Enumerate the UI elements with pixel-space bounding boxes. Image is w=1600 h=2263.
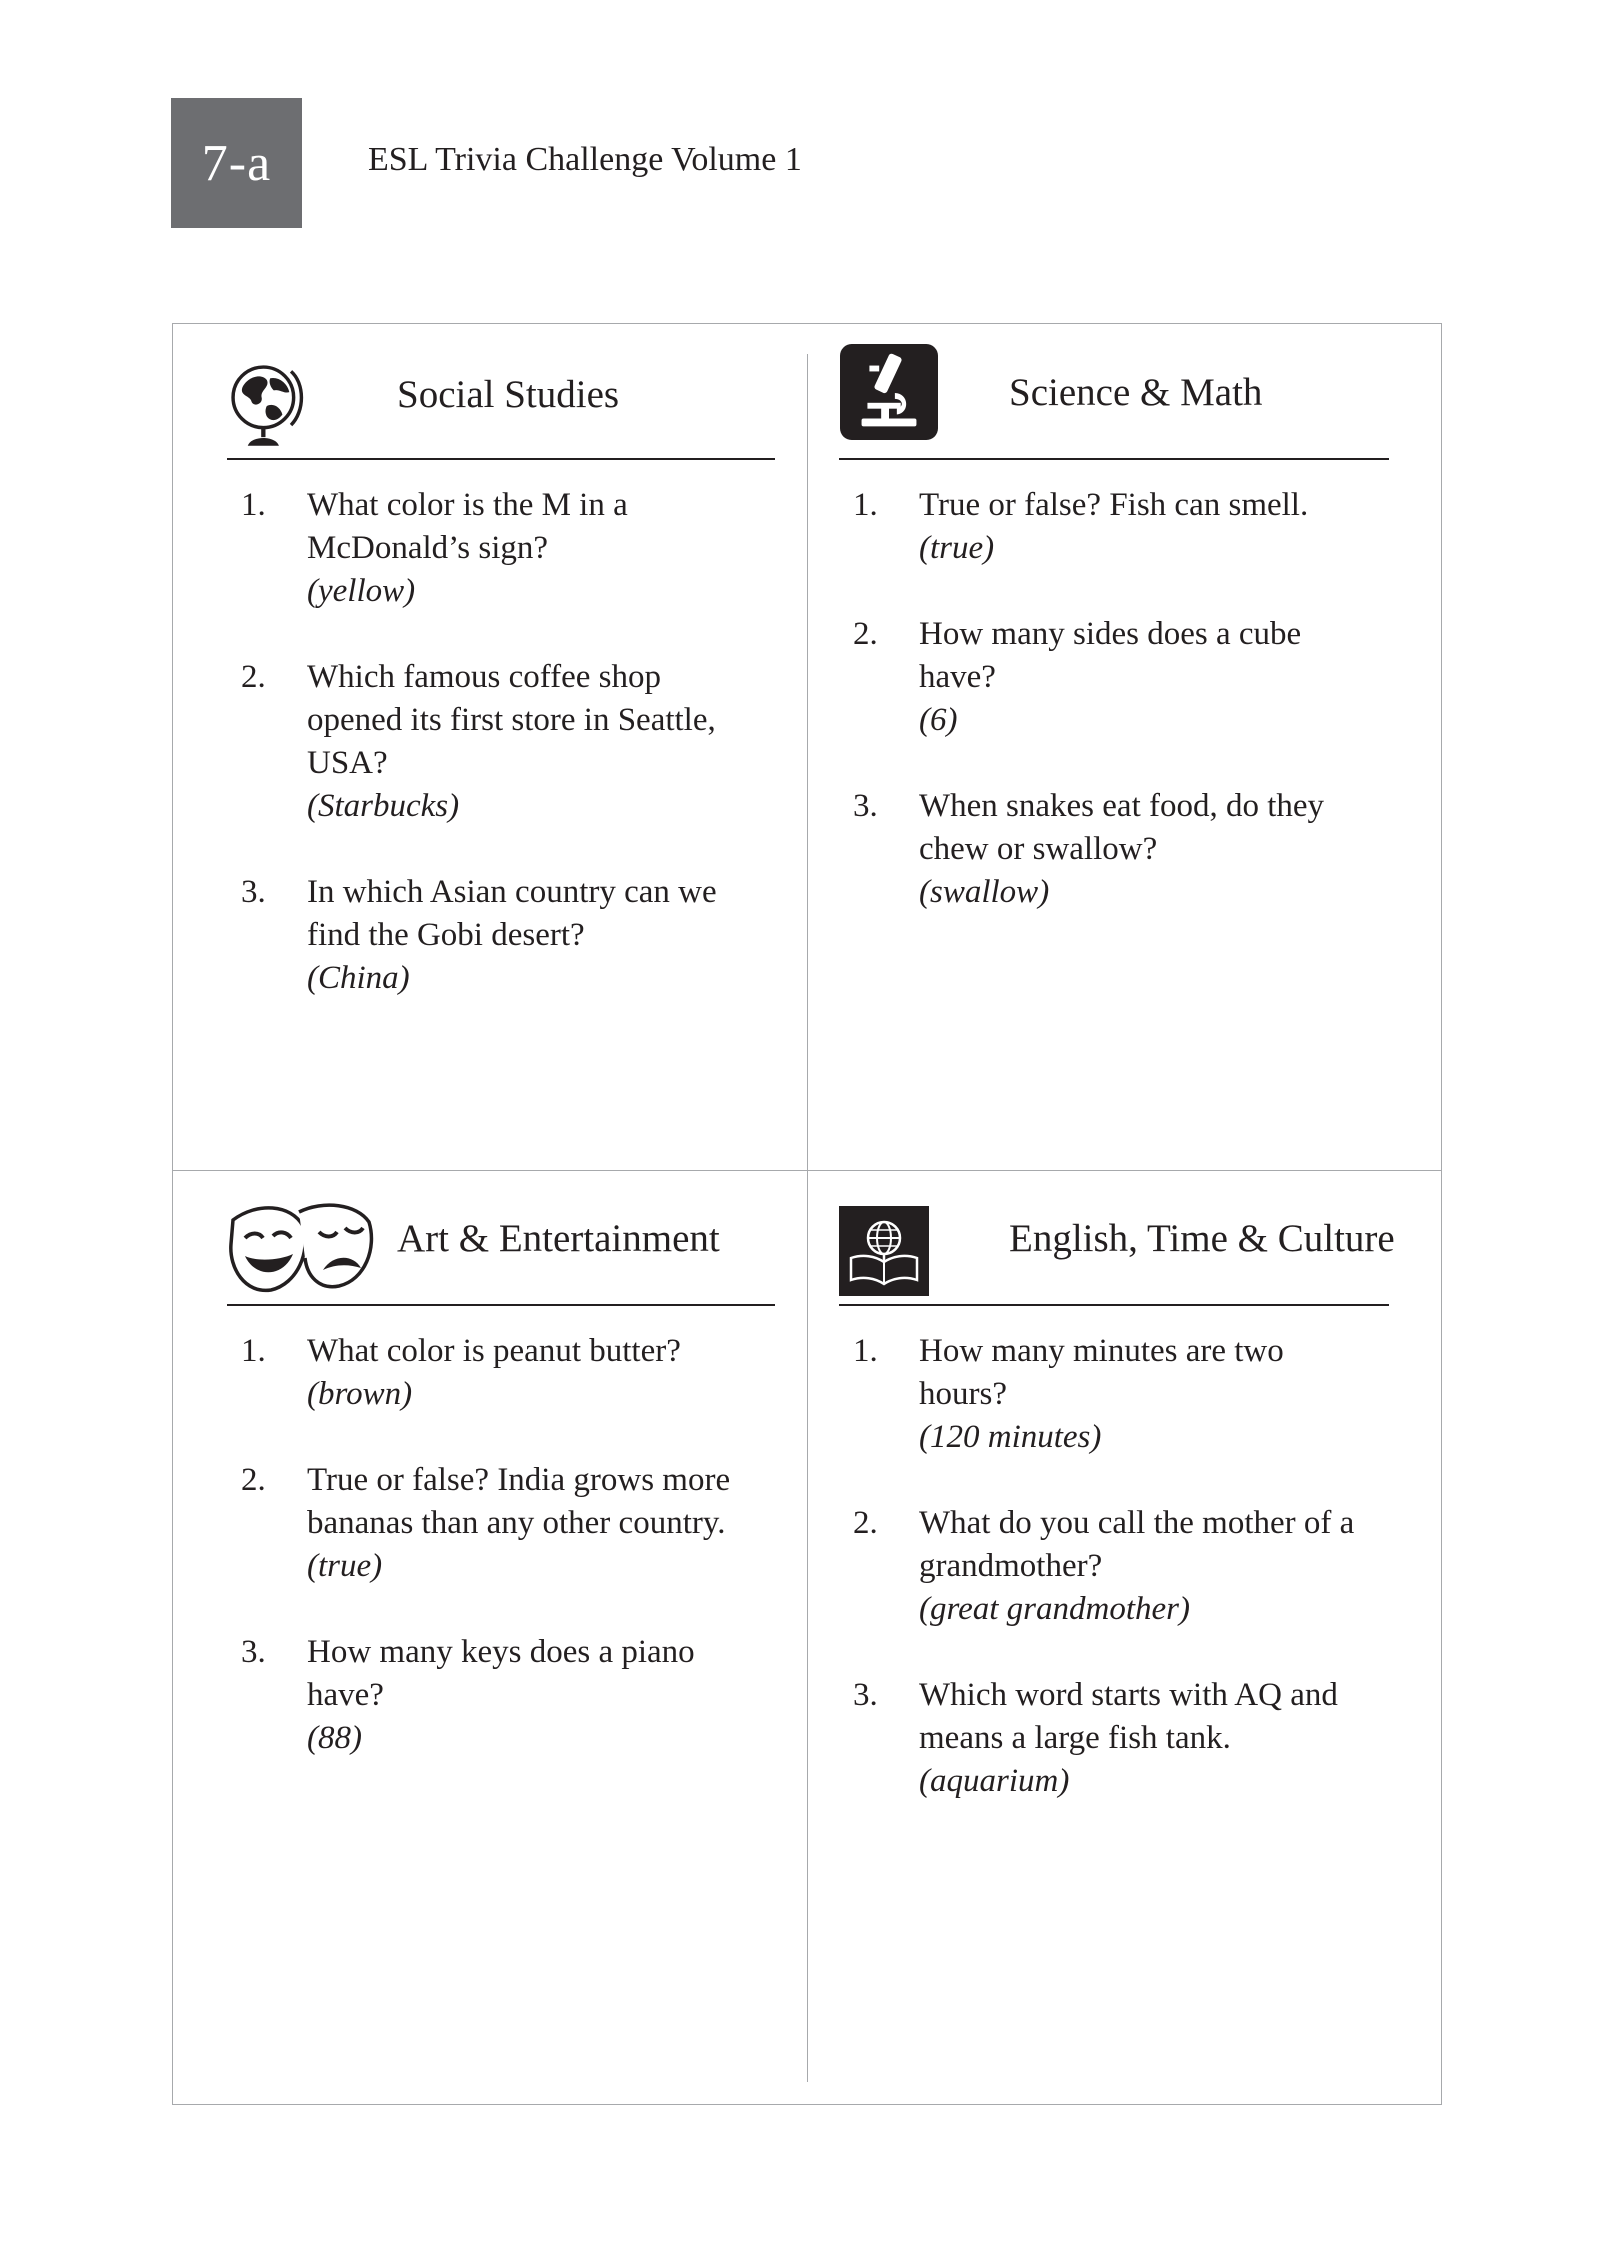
card-title: Social Studies bbox=[397, 373, 620, 416]
card-header bbox=[839, 1190, 1395, 1306]
question-number: 3. bbox=[241, 874, 266, 910]
question-number: 2. bbox=[241, 659, 266, 695]
answer-text: (brown) bbox=[307, 1376, 413, 1412]
globe-icon bbox=[227, 360, 317, 452]
question-list bbox=[839, 1306, 1389, 1803]
question-item bbox=[227, 1459, 775, 1588]
answer-text: (yellow) bbox=[307, 573, 416, 609]
answer-text: (aquarium) bbox=[919, 1763, 1070, 1799]
question-text: True or false? India grows more bananas than any other country. bbox=[307, 1462, 731, 1541]
question-item bbox=[839, 1502, 1389, 1631]
question-text: In which Asian country can we find the Gobi desert? bbox=[307, 874, 717, 953]
question-number: 1. bbox=[241, 487, 266, 523]
question-number: 1. bbox=[853, 487, 878, 523]
question-text: Which word starts with AQ and means a large fish tank. bbox=[919, 1677, 1338, 1756]
answer-text: (China) bbox=[307, 960, 410, 996]
answer-text: (great grandmother) bbox=[919, 1591, 1190, 1627]
question-list bbox=[227, 460, 775, 1000]
question-number: 1. bbox=[241, 1333, 266, 1369]
answer-text: (120 minutes) bbox=[919, 1419, 1102, 1455]
question-item bbox=[227, 871, 775, 1000]
question-text: Which famous coffee shop opened its first store in Seattle, USA? bbox=[307, 659, 716, 781]
question-text: How many keys does a piano have? bbox=[307, 1634, 695, 1713]
question-number: 3. bbox=[241, 1634, 266, 1670]
card-title: Science & Math bbox=[1009, 371, 1263, 414]
answer-text: (true) bbox=[919, 530, 995, 566]
question-text: What color is peanut butter? bbox=[307, 1333, 681, 1369]
question-number: 3. bbox=[853, 1677, 878, 1713]
question-item bbox=[227, 1330, 775, 1416]
card-title: English, Time & Culture bbox=[1009, 1217, 1395, 1260]
question-item bbox=[227, 1631, 775, 1760]
answer-text: (true) bbox=[307, 1548, 383, 1584]
card-header bbox=[227, 1190, 775, 1306]
question-text: True or false? Fish can smell. bbox=[919, 487, 1309, 523]
card-art-entertainment bbox=[227, 1190, 775, 1803]
question-number: 2. bbox=[853, 1505, 878, 1541]
card-header bbox=[839, 344, 1389, 460]
question-item bbox=[839, 484, 1389, 570]
question-item bbox=[839, 1330, 1389, 1459]
question-text: How many minutes are two hours? bbox=[919, 1333, 1284, 1412]
question-item bbox=[227, 656, 775, 828]
card-social-studies bbox=[227, 344, 775, 1043]
question-item bbox=[839, 613, 1389, 742]
book-title: ESL Trivia Challenge Volume 1 bbox=[368, 141, 802, 178]
question-list bbox=[227, 1306, 775, 1760]
question-text: What color is the M in a McDonald’s sign? bbox=[307, 487, 628, 566]
microscope-icon bbox=[839, 344, 939, 442]
answer-text: (swallow) bbox=[919, 874, 1050, 910]
theater-masks-icon bbox=[227, 1198, 377, 1298]
question-number: 1. bbox=[853, 1333, 878, 1369]
card-science-math bbox=[839, 344, 1389, 957]
question-item bbox=[839, 1674, 1389, 1803]
card-english-time-culture bbox=[839, 1190, 1395, 1846]
card-title: Art & Entertainment bbox=[397, 1217, 720, 1260]
question-item bbox=[227, 484, 775, 613]
question-text: What do you call the mother of a grandmother? bbox=[919, 1505, 1355, 1584]
question-number: 2. bbox=[853, 616, 878, 652]
vertical-divider bbox=[807, 354, 808, 2082]
question-list bbox=[839, 460, 1389, 914]
question-number: 2. bbox=[241, 1462, 266, 1498]
book-globe-icon bbox=[839, 1206, 929, 1296]
page-label: 7-a bbox=[171, 98, 302, 228]
card-grid bbox=[172, 323, 1442, 2105]
question-text: How many sides does a cube have? bbox=[919, 616, 1302, 695]
question-text: When snakes eat food, do they chew or swallow? bbox=[919, 788, 1325, 867]
answer-text: (Starbucks) bbox=[307, 788, 460, 824]
card-header bbox=[227, 344, 775, 460]
question-item bbox=[839, 785, 1389, 914]
question-number: 3. bbox=[853, 788, 878, 824]
answer-text: (6) bbox=[919, 702, 958, 738]
answer-text: (88) bbox=[307, 1720, 362, 1756]
